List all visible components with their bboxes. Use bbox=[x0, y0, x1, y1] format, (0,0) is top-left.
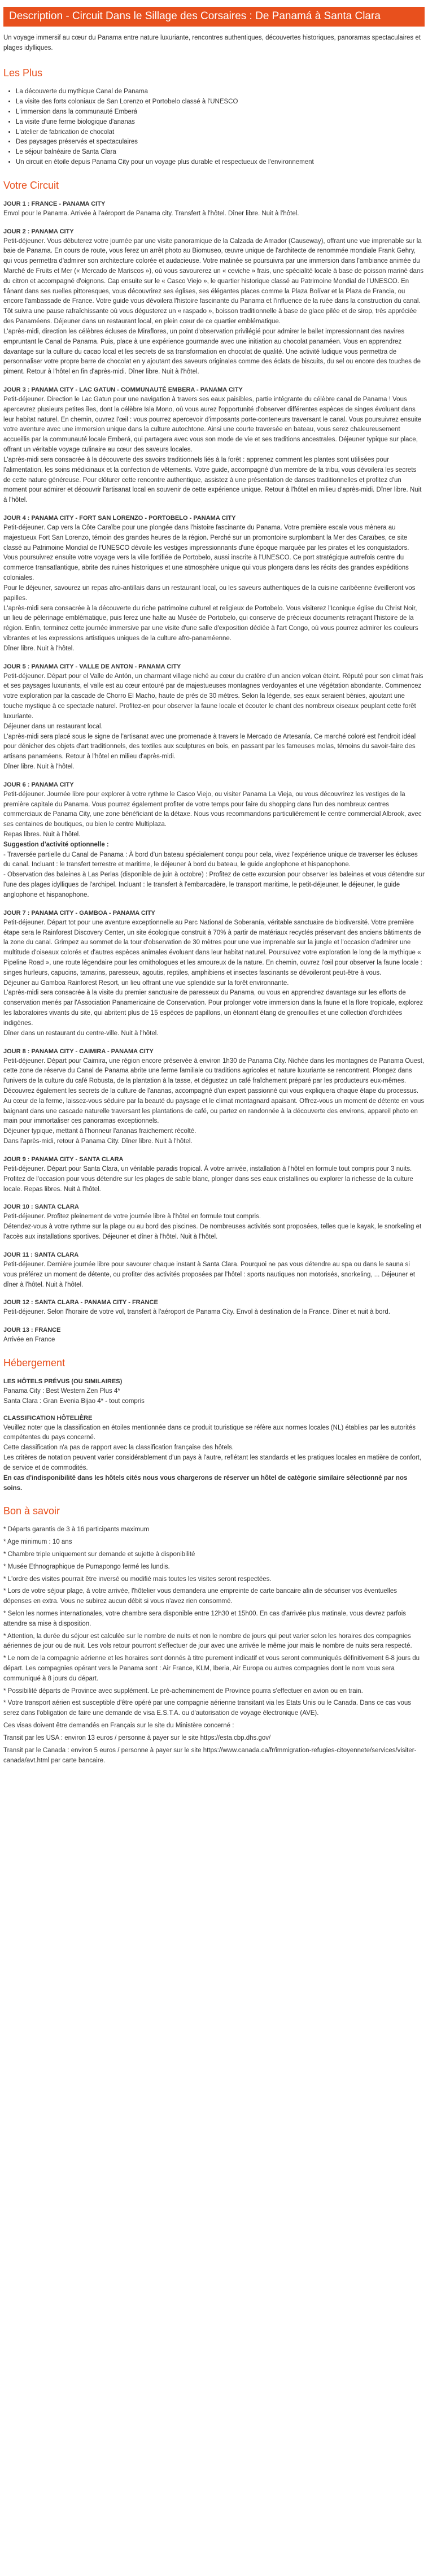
classification-text: Les critères de notation peuvent varier considérablement d'un pays à l'autre, reflétant les standards et les pratiques locales en matière de confort, de service et de commodités. bbox=[3, 1454, 422, 1471]
day-9 bbox=[3, 1155, 425, 1194]
day-paragraph: L'après-midi sera consacrée à la découverte du riche patrimoine culturel et religieux de Portobelo. Vous visiterez l'Iconique église du Christ Noir, un lieu de pèlerinage emblématique, puis ferez une halte au Musée de Portobelo, qui conserve de précieux documents retraçant l'histoire de la région. Enfin, terminez cette journée immersive par une visite d'une salle d'exposition dédiée à l'art Congo, où vous pourrez admirer les couleurs vibrantes et les expressions artistiques uniques de la culture afro-panaméenne. bbox=[3, 605, 418, 642]
day-paragraph: Petit-déjeuner. Journée libre pour explorer à votre rythme le Casco Viejo, ou visiter Panama La Vieja, ou vous découvrirez les vestiges de la première capitale du Panama. Vous pourrez également profiter de votre temps pour faire du shopping dans l'un des nombreux centres commerciaux de Panama City, une zone bénéficiant de la détaxe. Nous vous recommandons particulièrement le centre commercial Albrook, avec ses centaines de boutiques, ou bien le centre Multiplaza. bbox=[3, 790, 422, 828]
day-title: JOUR 4 : PANAMA CITY - FORT SAN LORENZO - PORTOBELO - PANAMA CITY bbox=[3, 514, 236, 522]
day-paragraph: Petit-déjeuner. Départ pour Caimira, une région encore préservée à environ 1h30 de Panama City. Nichée dans les montagnes de Panama Ouest, cette zone de réserve du Canal de Panama abrite une ferme familiale ou traditions agricoles et nature luxuriante se rencontrent. Plongez dans l'univers de la culture du café Robusta, de la plantation à la tasse, et dégustez un café fraîchement préparé par les producteurs eux-mêmes. Découvrez également les secrets de la culture de l'ananas, accompagné d'un expert passionné qui vous expliquera chaque étape du processus. Au cœur de la ferme, laissez-vous séduire par la beauté du paysage et le climat montagnard apaisant. Offrez-vous un moment de détente en vous baignant dans une cascade naturelle traversant les plantations de café, ou partez en randonnée à la découverte des environs, appareil photo en main pour immortaliser ces panoramas exceptionnels. bbox=[3, 1057, 425, 1125]
day-paragraph: Dîner dans un restaurant du centre-ville. Nuit à l'hôtel. bbox=[3, 1029, 159, 1037]
note-item: * Lors de votre séjour plage, à votre arrivée, l'hôtelier vous demandera une empreinte de carte bancaire afin de sécuriser vos éventuelles dépenses en extra. Vous ne subirez aucun débit si vous n'avez rien consommé. bbox=[3, 1588, 398, 1605]
day-title: JOUR 7 : PANAMA CITY - GAMBOA - PANAMA CITY bbox=[3, 909, 155, 916]
day-13 bbox=[3, 1326, 425, 1345]
note-item: * Musée Ethnographique de Pumapongo fermé les lundis. bbox=[3, 1563, 170, 1570]
notes-section bbox=[3, 1525, 425, 1766]
day-3 bbox=[3, 385, 425, 506]
day-paragraph: Petit-déjeuner. Départ pour Santa Clara, un véritable paradis tropical. À votre arrivée, installation à l'hôtel en formule tout compris pour 3 nuits. Profitez de l'occasion pour vous détendre sur les plages de sable blanc, plonger dans ses eaux cristallines ou explorer la richesse de la culture locale. Repas libres. Nuit à l'hôtel. bbox=[3, 1165, 413, 1193]
list-item: • Un circuit en étoile depuis Panama City pour un voyage plus durable et respectueux de l'environnement bbox=[16, 158, 425, 168]
list-item: • L'atelier de fabrication de chocolat bbox=[16, 128, 425, 138]
note-item: * Possibilité départs de Province avec supplément. Le pré-acheminement de Province pourra s'effectuer en avion ou en train. bbox=[3, 1687, 363, 1695]
list-item: • La découverte du mythique Canal de Panama bbox=[16, 87, 425, 97]
notes-heading: Bon à savoir bbox=[3, 1505, 60, 1517]
day-title: JOUR 1 : FRANCE - PANAMA CITY bbox=[3, 200, 106, 207]
classification-text: Veuillez noter que la classification en étoiles mentionnée dans ce produit touristique se réfère aux normes locales (NL) établies par les autorités compétentes du pays concerné. bbox=[3, 1424, 416, 1441]
classification-note: En cas d'indisponibilité dans les hôtels cités nous vous chargerons de réserver un hôtel de catégorie similaire sélectionné par nos soins. bbox=[3, 1474, 408, 1492]
day-10 bbox=[3, 1202, 425, 1242]
hotel-line: Santa Clara : Gran Evenia Bijao 4* - tout compris bbox=[3, 1397, 145, 1405]
day-title: JOUR 13 : FRANCE bbox=[3, 1327, 61, 1334]
list-item: • Le séjour balnéaire de Santa Clara bbox=[16, 147, 425, 158]
day-4 bbox=[3, 514, 425, 654]
itinerary-heading: Votre Circuit bbox=[3, 179, 59, 191]
list-item: • L'immersion dans la communauté Emberá bbox=[16, 107, 425, 118]
note-item: * Le nom de la compagnie aérienne et les horaires sont donnés à titre purement indicatif et vous seront communiqués définitivement 6-8 jours du départ. Les compagnies opérant vers le Panama sont : Air France, KLM, Iberia, Air Europa ou autres compagnies dont le nom vous sera communiqué à 8 jours du départ. bbox=[3, 1655, 420, 1682]
itinerary-days bbox=[3, 199, 425, 1345]
day-title: JOUR 8 : PANAMA CITY - CAIMIRA - PANAMA CITY bbox=[3, 1048, 154, 1055]
day-title: JOUR 6 : PANAMA CITY bbox=[3, 781, 74, 788]
day-paragraph: Détendez-vous à votre rythme sur la plage ou au bord des piscines. De nombreuses activités sont proposées, telles que le kayak, le snorkeling et l'accès aux installations sportives. Déjeuner et dîner à l'hôtel. Nuit à l'hôtel. bbox=[3, 1223, 422, 1241]
list-item: • La visite des forts coloniaux de San Lorenzo et Portobelo classé à l'UNESCO bbox=[16, 97, 425, 107]
activity-paragraph: - Observation des baleines à Las Perlas (disponible de juin à octobre) : Profitez de cette excursion pour observer les baleines et vous détendre sur l'une des plages idylliques de l'archipel. Incluant : le transfert à l'embarcadère, le transport maritime, le petit-déjeuner, le déjeuner, le guide anglophone et hispanophone. bbox=[3, 871, 425, 898]
note-item: * Attention, la durée du séjour est calculée sur le nombre de nuits et non le nombre de jours qui peut varier selon les horaires des compagnies aériennes de jour ou de nuit. Les vols retour pourront s'effectuer de jour avec une arrivée le même jour mais le nombre de nuits sera respecté. bbox=[3, 1632, 412, 1650]
list-item: • La visite d'une ferme biologique d'ananas bbox=[16, 118, 425, 128]
day-paragraph: Petit-déjeuner. Selon l'horaire de votre vol, transfert à l'aéroport de Panama City. Envol à destination de la France. Dîner et nuit à bord. bbox=[3, 1309, 390, 1316]
intro-text: Un voyage immersif au cœur du Panama entre nature luxuriante, rencontres authentiques, découvertes historiques, panoramas spectaculaires et plages idylliques. bbox=[3, 34, 421, 51]
day-paragraph: L'après-midi, direction les célèbres écluses de Miraflores, un point d'observation privilégié pour admirer le ballet impressionnant des navires empruntant le Canal de Panama. Puis, place à une expérience gourmande avec une initiation au chocolat panaméen. Vous en apprendrez davantage sur la culture du cacao local et les secrets de sa transformation en chocolat de qualité. Une activité ludique vous permettra de personnaliser votre propre barre de chocolat en y ajoutant des saveurs originales comme des éclats de biscuits, du sel ou encore des touches de piment. Retour à l'hôtel en fin d'après-midi. Dîner libre. Nuit à l'hôtel. bbox=[3, 328, 421, 376]
classification-title: CLASSIFICATION HÔTELIÈRE bbox=[3, 1414, 93, 1422]
day-title: JOUR 11 : SANTA CLARA bbox=[3, 1251, 79, 1258]
note-item: * Votre transport aérien est susceptible d'être opéré par une compagnie aérienne transitant via les Etats Unis ou le Canada. Dans ce cas vous serez dans l'obligation de faire une demande de visa E.S.T.A. ou d'autorisation de voyage électronique (AVE). bbox=[3, 1700, 412, 1717]
day-paragraph: Petit-déjeuner. Direction le Lac Gatun pour une navigation à travers ses eaux paisibles, partie intégrante du célèbre canal de Panama ! Vous apercevrez plusieurs petites îles, dont la célèbre Isla Mono, où vous aurez l'opportunité d'observer différentes espèces de singes évoluant dans leur habitat naturel. En chemin, ouvrez l'œil : vous pourrez apercevoir d'imposants porte-conteneurs traversant le canal. Vous poursuivrez ensuite votre aventure avec une immersion unique dans la culture autochtone. Ainsi une courte traversée en bateau, vous serez chaleureusement accueillis par la communauté locale Emberá, qui partagera avec vous son mode de vie et ses traditions ancestrales. Déjeuner typique sur place, offrant un véritable voyage culinaire au cœur des saveurs locales. bbox=[3, 396, 422, 454]
day-paragraph: Dans l'après-midi, retour à Panama City. Dîner libre. Nuit à l'hôtel. bbox=[3, 1138, 193, 1145]
accommodation-section bbox=[3, 1377, 425, 1493]
day-paragraph: Dîner libre. Nuit à l'hôtel. bbox=[3, 645, 75, 652]
day-paragraph: L'après-midi sera placé sous le signe de l'artisanat avec une promenade à travers le Mercado de Artesanía. Ce marché coloré est l'endroit idéal pour dénicher des objets d'art traditionnels, des textiles aux sculptures en bois, en passant par les fameuses molas, témoins du savoir-faire des artisans panaméens. Retour à l'hôtel en milieu d'après-midi. bbox=[3, 733, 416, 761]
note-item: * Chambre triple uniquement sur demande et sujette à disponibilité bbox=[3, 1550, 195, 1558]
day-6 bbox=[3, 780, 425, 901]
activity-label: Suggestion d'activité optionnelle : bbox=[3, 841, 109, 848]
day-paragraph: Petit-déjeuner. Vous débuterez votre journée par une visite panoramique de la Calzada de Amador (Causeway), offrant une vue imprenable sur la baie de Panama. En cours de route, vous ferez un arrêt photo au Biomuseo, œuvre unique de l'architecte de renommée mondiale Frank Gehry, qui vous permettra d'admirer son architecture colorée et audacieuse. Votre matinée se poursuivra par une immersion dans l'ambiance animée du Marché de Fruits et Mer (« Mercado de Mariscos »), où vous savourerez un « ceviche » frais, une spécialité locale à base de poisson mariné dans du citron et accompagné d'oignons. Cap ensuite sur le « Casco Viejo », le quartier historique classé au Patrimoine Mondial de l'UNESCO. En flânant dans ses ruelles pittoresques, vous découvrirez ses églises, ses élégantes places comme la Plaza Bolívar et la Plaza de Francia, ou encore l'ambassade de France. Votre guide vous dévoilera l'histoire fascinante du Panama et l'influence de la ruée dans la construction du canal. Tôt suivra une pause rafraîchissante où vous dégusterez un « raspado », boisson traditionnelle à base de glace pilée et de sirop, très appréciée des Panaméens. Déjeuner dans un restaurant local, en plein cœur de ce quartier emblématique. bbox=[3, 237, 424, 325]
highlights-list bbox=[3, 87, 425, 168]
day-2 bbox=[3, 227, 425, 377]
day-title: JOUR 12 : SANTA CLARA - PANAMA CITY - FRANCE bbox=[3, 1299, 158, 1306]
classification-text: Cette classification n'a pas de rapport avec la classification française des hôtels. bbox=[3, 1444, 234, 1452]
day-paragraph: Pour le déjeuner, savourez un repas afro-antillais dans un restaurant local, ou les saveurs authentiques de la cuisine caribéenne éveilleront vos papilles. bbox=[3, 584, 416, 602]
note-item: * Age minimum : 10 ans bbox=[3, 1539, 72, 1546]
hotels-title: LES HÔTELS PRÉVUS (OU SIMILAIRES) bbox=[3, 1378, 123, 1385]
hotel-line: Panama City : Best Western Zen Plus 4* bbox=[3, 1388, 120, 1395]
day-paragraph: Repas libres. Nuit à l'hôtel. bbox=[3, 831, 81, 839]
day-paragraph: Dîner libre. Nuit à l'hôtel. bbox=[3, 763, 75, 770]
day-paragraph: Petit-déjeuner. Cap vers la Côte Caraïbe pour une plongée dans l'histoire fascinante du Panama. Votre première escale vous mènera au majestueux Fort San Lorenzo, témoin des grandes heures de la région. Perché sur un promontoire surplombant la Mer des Caraïbes, ce site classé au Patrimoine Mondial de l'UNESCO dévoile les vestiges impressionnants d'une époque marquée par les pirates et les conquistadors. Vous poursuivrez ensuite votre voyage vers la ville fortifiée de Portobelo, aussi inscrite à l'UNESCO. Ce port stratégique autrefois centre du commerce transatlantique, abrite des ruines historiques et une atmosphère unique qui vous plongera dans les récits des grandes expéditions coloniales. bbox=[3, 524, 409, 582]
day-11 bbox=[3, 1250, 425, 1290]
page-title: Description - Circuit Dans le Sillage des Corsaires : De Panamá à Santa Clara bbox=[3, 7, 425, 27]
note-item: Ces visas doivent être demandés en Français sur le site du Ministère concerné : bbox=[3, 1722, 234, 1730]
note-item: * Selon les normes internationales, votre chambre sera disponible entre 12h30 et 15h00. En cas d'arrivée plus matinale, vous devrez parfois attendre sa mise à disposition. bbox=[3, 1610, 407, 1627]
note-item: * Départs garantis de 3 à 16 participants maximum bbox=[3, 1526, 150, 1534]
day-paragraph: Déjeuner dans un restaurant local. bbox=[3, 723, 103, 730]
day-5 bbox=[3, 662, 425, 772]
day-title: JOUR 2 : PANAMA CITY bbox=[3, 228, 74, 235]
list-item: • Des paysages préservés et spectaculaires bbox=[16, 137, 425, 147]
day-paragraph: L'après-midi sera consacrée à la découverte des savoirs traditionnels liés à la forêt : apprenez comment les plantes sont utilisées pour l'alimentation, les soins médicinaux et la confection de vêtements. Votre guide, accompagné d'un membre de la tribu, vous dévoilera les secrets de cette nature généreuse. Pour clôturer cette rencontre authentique, assistez à une présentation de danses traditionnelles et profitez d'un moment pour admirer et découvrir l'artisanat local en souvenir de cette expérience unique. Retour à l'hôtel en milieu d'après-midi. Dîner libre. Nuit à l'hôtel. bbox=[3, 456, 422, 504]
note-item: Transit par les USA : environ 13 euros / personne à payer sur le site https://esta.cbp.dhs.gov/ bbox=[3, 1734, 271, 1741]
highlights-heading: Les Plus bbox=[3, 67, 43, 79]
activity-paragraph: - Traversée partielle du Canal de Panama : À bord d'un bateau spécialement conçu pour cela, vivez l'expérience unique de traverser les écluses du canal. Incluant : le transfert terrestre et maritime, le déjeuner à bord du bateau, le guide anglophone et hispanophone. bbox=[3, 851, 418, 868]
note-item: Transit par le Canada : environ 5 euros / personne à payer sur le site https://www.canada.ca/fr/immigration-refugies-citoyennete/services/visiter-canada/avt.html par carte bancaire. bbox=[3, 1747, 417, 1764]
day-7 bbox=[3, 909, 425, 1039]
day-8 bbox=[3, 1047, 425, 1147]
day-title: JOUR 5 : PANAMA CITY - VALLE DE ANTON - PANAMA CITY bbox=[3, 663, 181, 670]
day-paragraph: Petit-déjeuner. Départ tot pour une aventure exceptionnelle au Parc National de Soberanía, véritable sanctuaire de biodiversité. Votre première étape sera le Rainforest Discovery Center, un site écologique construit à 70% à partir de matériaux recyclés préservant des anciens bâtiments de la zone du canal. Grimpez au sommet de la tour d'observation de 30 mètres pour une vue imprenable sur la jungle et l'occasion d'admirer une multitude d'oiseaux colorés et d'autres espèces animales évoluant dans leur habitat naturel. Poursuivez votre exploration le long de la mythique « Pipeline Road », une route légendaire pour les ornithologues et les amoureux de la nature. En chemin, ouvrez l'œil pour observer la faune locale : singes hurleurs, capucins, tamarins, paresseux, agoutis, reptiles, amphibiens et insectes fascinants se dévoileront peut-être à vous. bbox=[3, 919, 422, 976]
note-item: * L'ordre des visites pourrait être inversé ou modifié mais toutes les visites seront respectées. bbox=[3, 1575, 272, 1583]
day-paragraph: Petit-déjeuner. Dernière journée libre pour savourer chaque instant à Santa Clara. Pourquoi ne pas vous détendre au spa ou dans le sauna si vous préférez un moment de détente, ou profiter des activités proposées par l'hôtel : sports nautiques non motorisés, snorkeling, ... Déjeuner et dîner à l'hôtel. Nuit à l'hôtel. bbox=[3, 1261, 416, 1288]
day-title: JOUR 9 : PANAMA CITY - SANTA CLARA bbox=[3, 1155, 124, 1163]
day-paragraph: Envol pour le Panama. Arrivée à l'aéroport de Panama city. Transfert à l'hôtel. Dîner libre. Nuit à l'hôtel. bbox=[3, 210, 299, 217]
day-paragraph: Déjeuner au Gamboa Rainforest Resort, un lieu offrant une vue splendide sur la forêt environnante. bbox=[3, 979, 289, 987]
day-12 bbox=[3, 1298, 425, 1318]
day-paragraph: Arrivée en France bbox=[3, 1336, 55, 1344]
accommodation-heading: Hébergement bbox=[3, 1357, 65, 1369]
day-paragraph: L'après-midi sera consacrée à la visite du premier sanctuaire de paresseux du Panama, ou vous en apprendrez davantage sur les efforts de conservation menés par l'Association Panamericaine de Conservation. Pour prolonger votre immersion dans la faune et la flore tropicale, explorez les laboratoires vivants du site, qui abritent plus de 15 espèces de papillons, un étonnant étang de grenouilles et une collection d'orchidées indigènes. bbox=[3, 989, 423, 1027]
day-paragraph: Petit-déjeuner. Départ pour el Valle de Antón, un charmant village niché au cœur du cratère d'un ancien volcan éteint. Réputé pour son climat frais et ses paysages luxuriants, el valle est au cœur entouré par de majestueuses montagnes verdoyantes et une végétation abondante. Commencez votre exploration par la cascade de Chorro El Macho, haute de près de 30 mètres. Selon la légende, ses eaux seraient bénies, ajoutant une touche mystique à ce spectacle naturel. Profitez-en pour observer la faune locale et écouter le chant des nombreux oiseaux peuplant cette forêt luxuriante. bbox=[3, 672, 423, 720]
day-1 bbox=[3, 199, 425, 219]
day-title: JOUR 3 : PANAMA CITY - LAC GATUN - COMMUNAUTÉ EMBERA - PANAMA CITY bbox=[3, 386, 243, 393]
day-paragraph: Déjeuner typique, mettant à l'honneur l'ananas fraichement récolté. bbox=[3, 1128, 196, 1135]
day-title: JOUR 10 : SANTA CLARA bbox=[3, 1204, 79, 1211]
day-paragraph: Petit-déjeuner. Profitez pleinement de votre journée libre à l'hôtel en formule tout compris. bbox=[3, 1213, 261, 1220]
